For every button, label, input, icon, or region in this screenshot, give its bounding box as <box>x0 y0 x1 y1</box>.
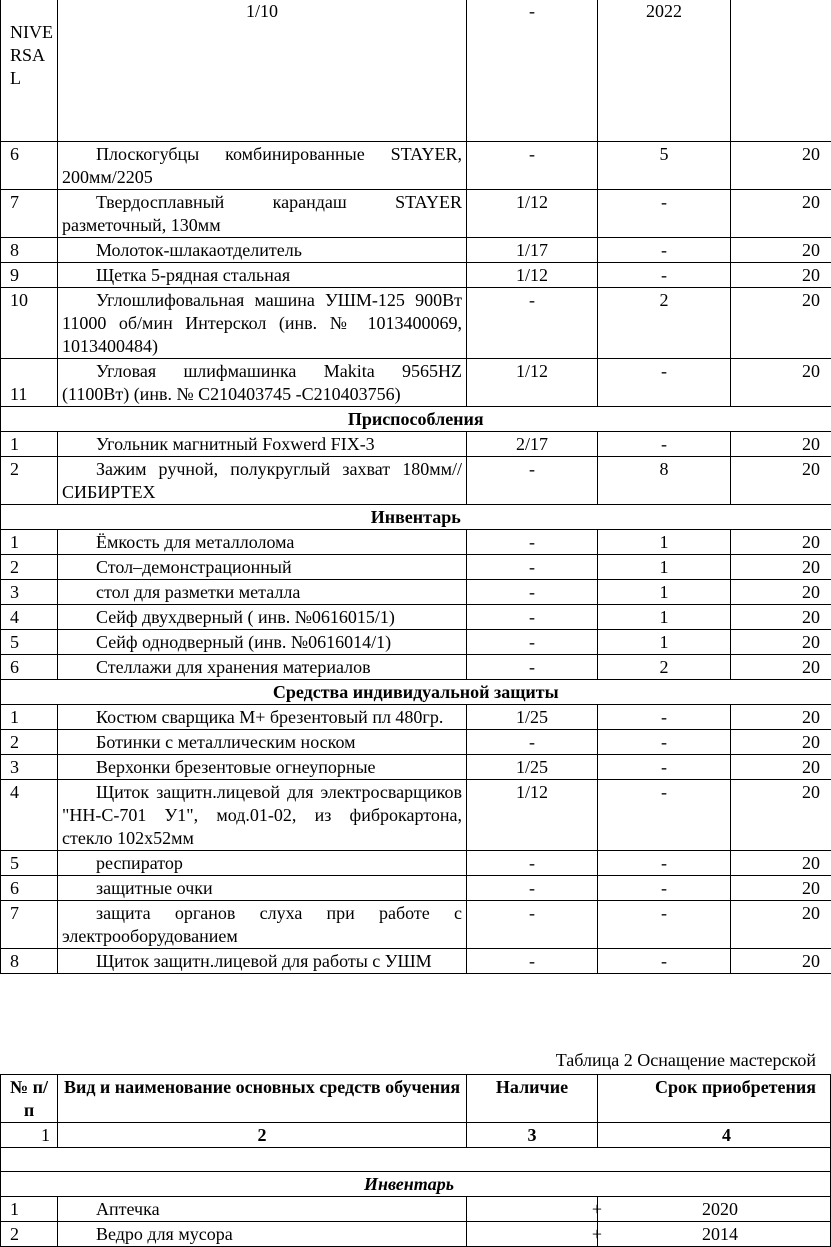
row-norm: - <box>467 851 598 876</box>
row-year: 20 <box>731 288 831 359</box>
row-name: Плоскогубцы комбинированные STAYER, 200мм/2205 <box>58 142 467 190</box>
empty-cell <box>731 0 831 142</box>
row-year: 2014 <box>598 1222 831 1247</box>
row-number: 9 <box>1 263 58 288</box>
table-row <box>1 876 831 901</box>
row-norm: 1/12 <box>467 780 598 851</box>
row-quantity: 2 <box>598 288 731 359</box>
row-quantity: 1 <box>598 630 731 655</box>
table-row <box>1 851 831 876</box>
row-name: защита органов слуха при работе с электрооборудованием <box>58 901 467 949</box>
table-row <box>1 949 831 974</box>
table-row <box>1 605 831 630</box>
row-name: Сейф однодверный (инв. №0616014/1) <box>58 630 467 655</box>
column-number: 4 <box>598 1123 831 1148</box>
row-norm: - <box>467 530 598 555</box>
row-number: 2 <box>1 555 58 580</box>
row-number: 6 <box>1 655 58 680</box>
row-year: 20 <box>731 755 831 780</box>
row-norm: 2/17 <box>467 432 598 457</box>
header-purchase-date: Срок приобретения <box>598 1075 831 1123</box>
row-quantity: 8 <box>598 457 731 505</box>
row-name: Угловая шлифмашинка Makita 9565HZ (1100Вт) (инв. № С210403745 -С210403756) <box>58 359 467 407</box>
row-name: Аптечка <box>58 1197 467 1222</box>
row-norm: - <box>467 949 598 974</box>
row-quantity: - <box>598 705 731 730</box>
row-number: 7 <box>1 901 58 949</box>
section-row <box>1 1172 831 1197</box>
table-row <box>1 730 831 755</box>
row-quantity: - <box>598 851 731 876</box>
row-availability: + <box>591 1199 603 1219</box>
row-norm: 1/25 <box>467 705 598 730</box>
row-year: 20 <box>731 780 831 851</box>
row-norm: - <box>467 555 598 580</box>
row-number: 1 <box>1 432 58 457</box>
row-year: 20 <box>731 142 831 190</box>
row-number: 5 <box>1 630 58 655</box>
row-year: 20 <box>731 457 831 505</box>
row-year: 20 <box>731 605 831 630</box>
section-row <box>1 505 831 530</box>
row-number: 10 <box>1 288 58 359</box>
row-quantity: - <box>598 901 731 949</box>
row-year: 20 <box>731 705 831 730</box>
row-year: 20 <box>731 851 831 876</box>
section-title: Средства индивидуальной защиты <box>272 682 559 702</box>
row-name: Ёмкость для металлолома <box>58 530 467 555</box>
row-norm: - <box>467 142 598 190</box>
row-number: 1 <box>1 705 58 730</box>
table-row <box>1 1222 831 1247</box>
row-year: 20 <box>731 238 831 263</box>
row-norm: 1/12 <box>467 190 598 238</box>
row-quantity: - <box>598 730 731 755</box>
table-header-row <box>1 1075 831 1123</box>
table-row <box>1 705 831 730</box>
row-quantity: 1 <box>598 555 731 580</box>
table-row <box>1 630 831 655</box>
row-number: 7 <box>1 190 58 238</box>
section-row <box>1 407 831 432</box>
row-quantity: - <box>598 238 731 263</box>
row-name: респиратор <box>58 851 467 876</box>
row-value: 2022 <box>598 0 731 142</box>
row-year: 20 <box>731 630 831 655</box>
table-row <box>1 780 831 851</box>
row-name: Молоток-шлакаотделитель <box>58 238 467 263</box>
empty-row <box>1 1148 831 1172</box>
row-norm: - <box>467 655 598 680</box>
row-number: 3 <box>1 580 58 605</box>
row-value: - <box>467 0 598 142</box>
row-name: Костюм сварщика М+ брезентовый пл 480гр. <box>58 705 467 730</box>
table-row <box>1 755 831 780</box>
row-norm: - <box>467 630 598 655</box>
column-number: 2 <box>58 1123 467 1148</box>
row-name: защитные очки <box>58 876 467 901</box>
row-norm: - <box>467 876 598 901</box>
row-quantity: - <box>598 190 731 238</box>
row-name: Стеллажи для хранения материалов <box>58 655 467 680</box>
table-row <box>1 530 831 555</box>
row-name: Зажим ручной, полукруглый захват 180мм// СИБИРТЕХ <box>58 457 467 505</box>
table-row <box>1 190 831 238</box>
workshop-table <box>0 1074 831 1247</box>
row-norm: - <box>467 730 598 755</box>
row-year: 20 <box>731 359 831 407</box>
section-title: Инвентарь <box>363 1174 455 1194</box>
table-row <box>1 263 831 288</box>
table-caption: Таблица 2 Оснащение мастерской <box>555 1050 816 1070</box>
row-number: 2 <box>1 730 58 755</box>
row-year: 20 <box>731 190 831 238</box>
row-number: 8 <box>1 949 58 974</box>
section-title: Приспособления <box>347 409 484 429</box>
row-quantity: 1 <box>598 530 731 555</box>
section-row <box>1 680 831 705</box>
header-availability: Наличие <box>467 1075 598 1123</box>
row-norm: 1/25 <box>467 755 598 780</box>
row-name: Верхонки брезентовые огнеупорные <box>58 755 467 780</box>
row-number: 4 <box>1 780 58 851</box>
row-norm: - <box>467 901 598 949</box>
table-row <box>1 580 831 605</box>
table-header-numbers <box>1 1123 831 1148</box>
table-row <box>1 1148 831 1172</box>
row-quantity: - <box>598 876 731 901</box>
row-value: 1/10 <box>58 0 467 142</box>
row-name: Ботинки с металлическим носком <box>58 730 467 755</box>
row-number: 11 <box>1 359 58 407</box>
row-number: 5 <box>1 851 58 876</box>
table-row <box>1 142 831 190</box>
row-number: 1 <box>1 1197 58 1222</box>
table-row <box>1 432 831 457</box>
table-row <box>1 1197 831 1222</box>
row-quantity: - <box>598 949 731 974</box>
row-year: 20 <box>731 555 831 580</box>
header-name: Вид и наименование основных средств обучения <box>58 1075 467 1123</box>
column-number: 3 <box>467 1123 598 1148</box>
row-number: 4 <box>1 605 58 630</box>
row-name: стол для разметки металла <box>58 580 467 605</box>
row-number: 8 <box>1 238 58 263</box>
row-norm: 1/12 <box>467 359 598 407</box>
header-number: № п/п <box>1 1075 58 1123</box>
row-norm: 1/12 <box>467 263 598 288</box>
row-year: 20 <box>731 730 831 755</box>
row-norm: - <box>467 580 598 605</box>
row-norm: - <box>467 288 598 359</box>
table-row <box>1 0 831 142</box>
row-year: 2020 <box>598 1197 831 1222</box>
row-number: 3 <box>1 755 58 780</box>
table-row <box>1 555 831 580</box>
row-quantity: - <box>598 432 731 457</box>
row-year: 20 <box>731 432 831 457</box>
row-norm: - <box>467 605 598 630</box>
row-name: Углошлифовальная машина УШМ-125 900Вт 11000 об/мин Интерскол (инв. № 1013400069, 1013400484) <box>58 288 467 359</box>
row-year: 20 <box>731 901 831 949</box>
row-quantity: - <box>598 755 731 780</box>
row-name: Щетка 5-рядная стальная <box>58 263 467 288</box>
column-number: 1 <box>1 1123 58 1148</box>
section-title: Инвентарь <box>370 507 461 527</box>
table-row <box>1 655 831 680</box>
row-name: Сейф двухдверный ( инв. №0616015/1) <box>58 605 467 630</box>
row-number: 1 <box>1 530 58 555</box>
row-name: Стол–демонстрационный <box>58 555 467 580</box>
row-quantity: 1 <box>598 605 731 630</box>
row-number: 6 <box>1 142 58 190</box>
table-row <box>1 457 831 505</box>
row-number: NIVERSAL <box>1 0 58 142</box>
row-norm: 1/17 <box>467 238 598 263</box>
row-name: Щиток защитн.лицевой для электросварщиков "НН-С-701 У1", мод.01-02, из фиброкартона, стекло 102х52мм <box>58 780 467 851</box>
row-year: 20 <box>731 263 831 288</box>
row-year: 20 <box>731 530 831 555</box>
table-row <box>1 359 831 407</box>
row-quantity: 2 <box>598 655 731 680</box>
row-quantity: - <box>598 780 731 851</box>
row-number: 2 <box>1 1222 58 1247</box>
row-name: Угольник магнитный Foxwerd FIX-3 <box>58 432 467 457</box>
row-year: 20 <box>731 949 831 974</box>
row-year: 20 <box>731 580 831 605</box>
table-row <box>1 901 831 949</box>
row-name: Щиток защитн.лицевой для работы с УШМ <box>58 949 467 974</box>
row-availability: + <box>591 1224 603 1244</box>
row-number: 2 <box>1 457 58 505</box>
row-norm: - <box>467 457 598 505</box>
row-quantity: - <box>598 359 731 407</box>
row-quantity: 5 <box>598 142 731 190</box>
row-number: 6 <box>1 876 58 901</box>
row-quantity: - <box>598 263 731 288</box>
row-year: 20 <box>731 876 831 901</box>
table-row <box>1 288 831 359</box>
row-quantity: 1 <box>598 580 731 605</box>
row-name: Ведро для мусора <box>58 1222 467 1247</box>
row-name: Твердосплавный карандаш STAYER разметочный, 130мм <box>58 190 467 238</box>
row-year: 20 <box>731 655 831 680</box>
table-row <box>1 238 831 263</box>
